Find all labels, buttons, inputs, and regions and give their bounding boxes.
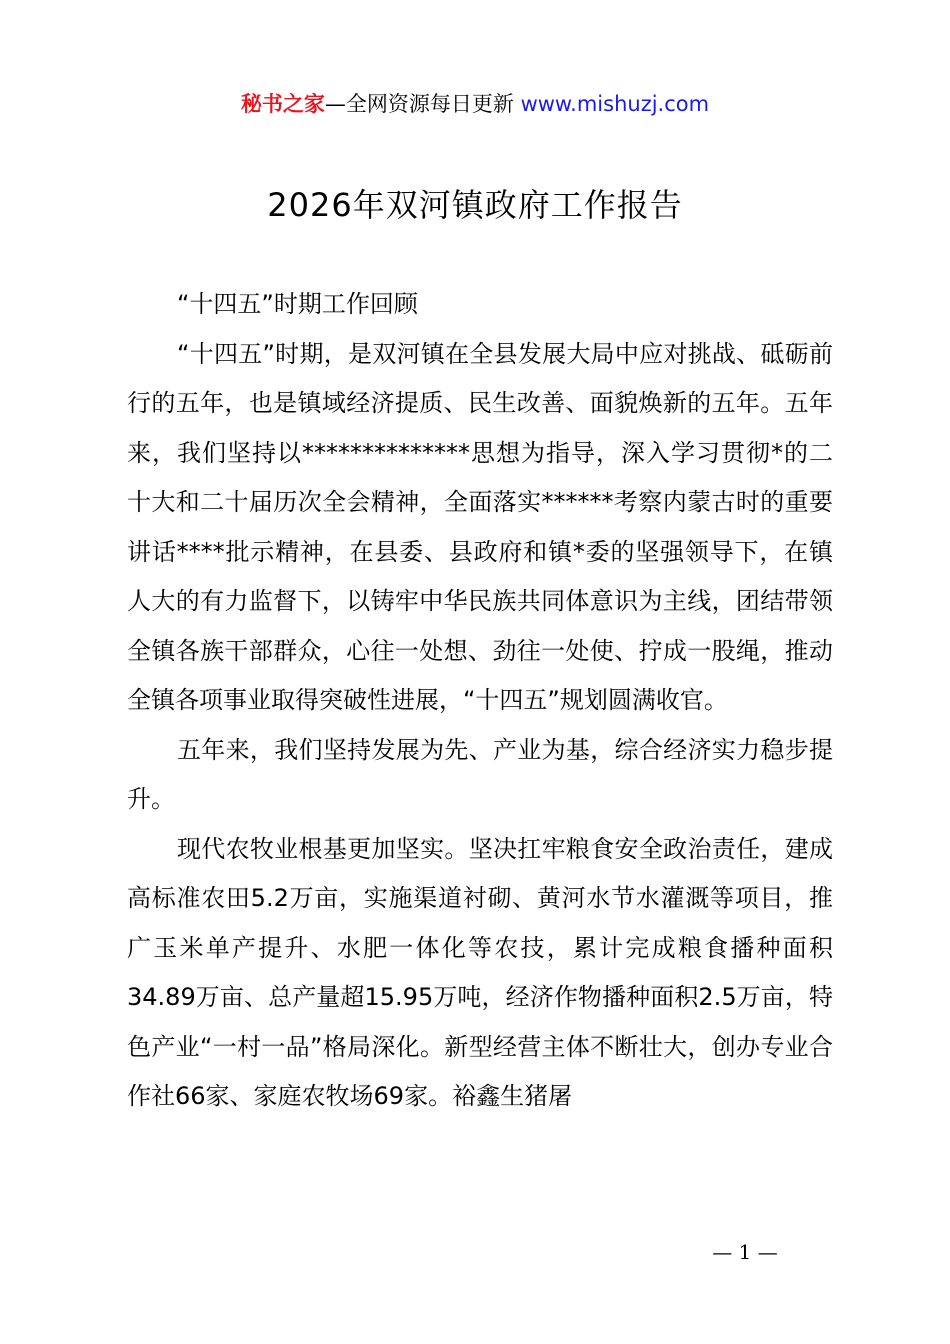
body-paragraph: 五年来，我们坚持发展为先、产业为基，综合经济实力稳步提升。 <box>127 735 833 813</box>
site-header <box>0 88 950 120</box>
document-body <box>127 280 833 1122</box>
document-title: 2026年双河镇政府工作报告 <box>267 186 683 224</box>
page-number: — 1 — <box>712 1240 778 1264</box>
body-paragraph: “十四五”时期，是双河镇在全县发展大局中应对挑战、砥砺前行的五年，也是镇域经济提质、民生改善、面貌焕新的五年。五年来，我们坚持以**************思想为指导，深入学习贯彻*的二十大和二十届历次全会精神，全面落实******考察内蒙古时的重要讲话****批示精神，在县委、县政府和镇*委的坚强领导下，在镇人大的有力监督下，以铸牢中华民族共同体意识为主线，团结带领全镇各族干部群众，心往一处想、劲往一处使、拧成一股绳，推动全镇各项事业取得突破性进展，“十四五”规划圆满收官。 <box>127 339 833 714</box>
site-url-link[interactable]: www.mishuzj.com <box>520 92 710 116</box>
body-paragraph: 现代农牧业根基更加坚实。坚决扛牢粮食安全政治责任，建成高标准农田5.2万亩，实施渠道衬砌、黄河水节水灌溉等项目，推广玉米单产提升、水肥一体化等农技，累计完成粮食播种面积34.89万亩、总产量超15.95万吨，经济作物播种面积2.5万亩，特色产业“一村一品”格局深化。新型经营主体不断壮大，创办专业合作社66家、家庭农牧场69家。裕鑫生猪屠 <box>127 834 833 1110</box>
section-heading: “十四五”时期工作回顾 <box>177 290 418 318</box>
site-brand: 秘书之家 <box>240 92 325 116</box>
site-tagline: —全网资源每日更新 <box>324 92 514 116</box>
